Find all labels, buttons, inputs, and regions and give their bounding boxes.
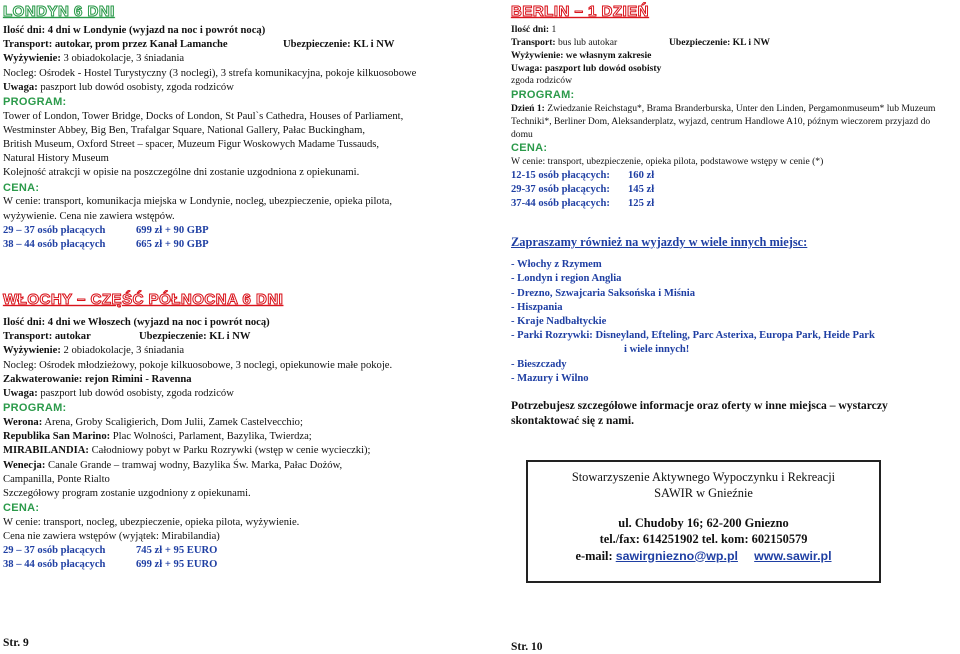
- london-food-value: 3 obiadokolacje, 3 śniadania: [60, 53, 185, 65]
- list-item: - Mazury i Wilno: [511, 372, 589, 384]
- list-item: - Bieszczady: [511, 358, 567, 370]
- email-label: e-mail:: [575, 548, 613, 563]
- berlin-program-line: domu: [511, 128, 533, 140]
- contact-prompt-line: Potrzebujesz szczegółowe informacje oraz oferty w inne miejsca – wystarczy: [511, 398, 888, 412]
- italy-price-row: [3, 544, 473, 558]
- italy-program-heading: PROGRAM:: [3, 402, 67, 415]
- london-note-row: [3, 81, 473, 95]
- london-program-line: Westminster Abbey, Big Ben, Trafalgar Square, National Gallery, Pałac Buckingham,: [3, 124, 366, 136]
- berlin-transport-value: bus lub autokar: [555, 36, 618, 48]
- list-item: i wiele innych!: [624, 344, 690, 356]
- london-price-line: wyżywienie. Cena nie zawiera wstępów.: [3, 210, 175, 222]
- london-transport: Transport: autokar, prom przez Kanał Lamanche: [3, 39, 228, 51]
- berlin-consent: zgoda rodziców: [511, 75, 573, 87]
- list-item: - Drezno, Szwajcaria Saksońska i Miśnia: [511, 287, 696, 299]
- berlin-program-line: Techniki*, Berliner Dom, Aleksanderplatz, wyjazd, centrum Handlowe A10, późnym wieczorem przyjazd do: [511, 115, 931, 127]
- organization-box: [526, 460, 881, 583]
- london-days: Ilość dni: 4 dni w Londynie (wyjazd na noc i powrót nocą): [3, 25, 266, 36]
- org-phones: tel./fax: 614251902 tel. kom: 602150579: [599, 532, 808, 547]
- berlin-program-heading: PROGRAM:: [511, 89, 575, 102]
- price-group: 29 – 37 osób płacących: [3, 224, 106, 236]
- london-food-label: Wyżywienie:: [3, 53, 61, 65]
- london-program-line: Natural History Museum: [3, 153, 109, 165]
- program-place: MIRABILANDIA:: [3, 445, 89, 457]
- london-program-line: Kolejność atrakcji w opisie na poszczególne dni zostanie uzgodniona z opiekunami.: [3, 167, 360, 179]
- price-group: 12-15 osób płacących:: [511, 170, 610, 182]
- italy-food-value: 2 obiadokolacje, 3 śniadania: [60, 345, 185, 357]
- italy-days: Ilość dni: 4 dni we Włoszech (wyjazd na noc i powrót nocą): [3, 317, 270, 329]
- berlin-price-line: W cenie: transport, ubezpieczenie, opieka pilota, podstawowe wstępy w cenie (*): [511, 156, 824, 168]
- italy-program-line: [3, 444, 473, 458]
- org-contact-row: [528, 548, 879, 564]
- berlin-program-line: [511, 103, 960, 116]
- london-program-line: Tower of London, Tower Bridge, Docks of London, St Paul`s Cathedra, Houses of Parliament,: [3, 110, 404, 122]
- program-place: Werona:: [3, 416, 43, 428]
- italy-title: WŁOCHY – CZĘŚĆ PÓŁNOCNA 6 DNI: [3, 291, 284, 309]
- berlin-program-text: Zwiedzanie Reichstagu*, Brama Branderburska, Unter den Linden, Pergamonmuseum* lub Muzeum: [544, 102, 936, 114]
- berlin-note: Uwaga: paszport lub dowód osobisty: [511, 62, 662, 74]
- berlin-transport-row: [511, 37, 960, 50]
- program-text: Szczegółowy program zostanie uzgodniony z opiekunami.: [3, 487, 251, 499]
- italy-note-label: Uwaga:: [3, 388, 38, 400]
- contact-prompt-line: skontaktować się z nami.: [511, 414, 635, 428]
- list-item: - Włochy z Rzymem: [511, 259, 602, 271]
- promo-title: Zapraszamy również na wyjazdy w wiele innych miejsc:: [511, 234, 808, 249]
- price-value: 125 zł: [628, 198, 655, 210]
- london-program-line: British Museum, Oxford Street – spacer, Muzeum Figur Woskowych Madame Tussauds,: [3, 139, 380, 151]
- page-number-left: Str. 9: [3, 637, 29, 649]
- program-text: Całodniowy pobyt w Parku Rozrywki (wstęp w cenie wycieczki);: [88, 445, 371, 457]
- program-text: Campanilla, Ponte Rialto: [3, 473, 110, 485]
- london-insurance: Ubezpieczenie: KL i NW: [283, 39, 395, 51]
- berlin-price-row: [511, 183, 960, 197]
- program-place: Wenecja:: [3, 459, 46, 471]
- italy-lodging: Nocleg: Ośrodek młodzieżowy, pokoje kilkuosobowe, 3 noclegi, opiekunowie małe pokoje.: [3, 359, 393, 371]
- price-group: 37-44 osób płacących:: [511, 198, 610, 210]
- italy-program-line: [3, 416, 473, 430]
- italy-note-value: paszport lub dowód osobisty, zgoda rodziców: [37, 388, 234, 400]
- list-item: - Kraje Nadbałtyckie: [511, 315, 607, 327]
- price-group: 29 – 37 osób płacących: [3, 545, 106, 557]
- price-group: 38 – 44 osób płacących: [3, 238, 106, 250]
- london-note-value: paszport lub dowód osobisty, zgoda rodziców: [37, 81, 234, 93]
- italy-transport: Transport: autokar: [3, 331, 91, 343]
- price-value: 699 zł + 90 GBP: [136, 224, 209, 236]
- website-link[interactable]: www.sawir.pl: [754, 548, 832, 563]
- italy-food-label: Wyżywienie:: [3, 345, 61, 357]
- program-text: Plac Wolności, Parlament, Bazylika, Twierdza;: [110, 431, 312, 443]
- page-number-right: Str. 10: [511, 641, 543, 653]
- berlin-days-label: Ilość dni:: [511, 24, 550, 35]
- london-price-heading: CENA:: [3, 181, 40, 194]
- right-column: [511, 0, 960, 429]
- italy-program-line: [3, 487, 473, 501]
- london-lodging: Nocleg: Ośrodek - Hostel Turystyczny (3 noclegi), 3 strefa komunikacyjna, pokoje kilkuosobowe: [3, 67, 417, 79]
- berlin-transport-label: Transport:: [511, 36, 556, 48]
- italy-price-line: W cenie: transport, nocleg, ubezpieczenie, opieka pilota, wyżywienie.: [3, 516, 300, 528]
- org-short-name: SAWIR w Gnieźnie: [654, 486, 753, 501]
- price-value: 145 zł: [628, 184, 655, 196]
- price-value: 160 zł: [628, 170, 655, 182]
- price-value: 665 zł + 90 GBP: [136, 238, 209, 250]
- berlin-title: BERLIN – 1 DZIEŃ: [511, 3, 650, 20]
- london-title: LONDYN 6 DNI: [3, 3, 115, 20]
- org-address: ul. Chudoby 16; 62-200 Gniezno: [618, 516, 789, 531]
- contact-prompt: [511, 398, 960, 429]
- london-price-row: [3, 224, 473, 238]
- berlin-price-row: [511, 197, 960, 211]
- italy-note-row: [3, 387, 473, 401]
- berlin-food: Wyżywienie: we własnym zakresie: [511, 49, 652, 61]
- london-program-heading: PROGRAM:: [3, 95, 67, 108]
- berlin-price-row: [511, 169, 960, 183]
- price-group: 38 – 44 osób płacących: [3, 559, 106, 571]
- italy-program-line: [3, 430, 473, 444]
- left-column: [3, 0, 473, 573]
- list-item: - Hiszpania: [511, 301, 563, 313]
- berlin-days-value: 1: [549, 24, 557, 35]
- program-place: Republika San Marino:: [3, 431, 111, 443]
- london-food-row: [3, 52, 473, 66]
- italy-food-row: [3, 344, 473, 358]
- berlin-days-row: [511, 24, 960, 37]
- london-note-label: Uwaga:: [3, 81, 38, 93]
- italy-accommodation: Zakwaterowanie: rejon Rimini - Ravenna: [3, 373, 192, 385]
- italy-price-heading: CENA:: [3, 502, 40, 515]
- london-transport-row: [3, 38, 473, 52]
- email-link[interactable]: sawirgniezno@wp.pl: [615, 548, 738, 563]
- berlin-insurance: Ubezpieczenie: KL i NW: [669, 36, 770, 48]
- italy-price-row: [3, 558, 473, 572]
- price-value: 699 zł + 95 EURO: [136, 559, 218, 571]
- program-text: Arena, Groby Scaligierich, Dom Julii, Zamek Castelvecchio;: [42, 416, 303, 428]
- berlin-price-heading: CENA:: [511, 142, 548, 155]
- italy-insurance: Ubezpieczenie: KL i NW: [139, 331, 251, 343]
- list-item: - Parki Rozrywki: Disneyland, Efteling, Parc Asterixa, Europa Park, Heide Park: [511, 330, 875, 342]
- berlin-day-label: Dzień 1:: [511, 102, 545, 114]
- program-text: Canale Grande – tramwaj wodny, Bazylika Św. Marka, Pałac Dożów,: [45, 459, 343, 471]
- london-price-row: [3, 238, 473, 252]
- italy-program-line: [3, 459, 473, 473]
- london-price-line: W cenie: transport, komunikacja miejska w Londynie, nocleg, ubezpieczenie, opieka pilota,: [3, 196, 392, 208]
- italy-transport-row: [3, 330, 473, 344]
- org-name: Stowarzyszenie Aktywnego Wypoczynku i Rekreacji: [571, 470, 836, 484]
- list-item: - Londyn i region Anglia: [511, 273, 622, 285]
- price-value: 745 zł + 95 EURO: [136, 545, 218, 557]
- italy-program-line: [3, 473, 473, 487]
- destinations-list: [511, 258, 960, 386]
- price-group: 29-37 osób płacących:: [511, 184, 610, 196]
- italy-price-line: Cena nie zawiera wstępów (wyjątek: Mirabilandia): [3, 531, 220, 542]
